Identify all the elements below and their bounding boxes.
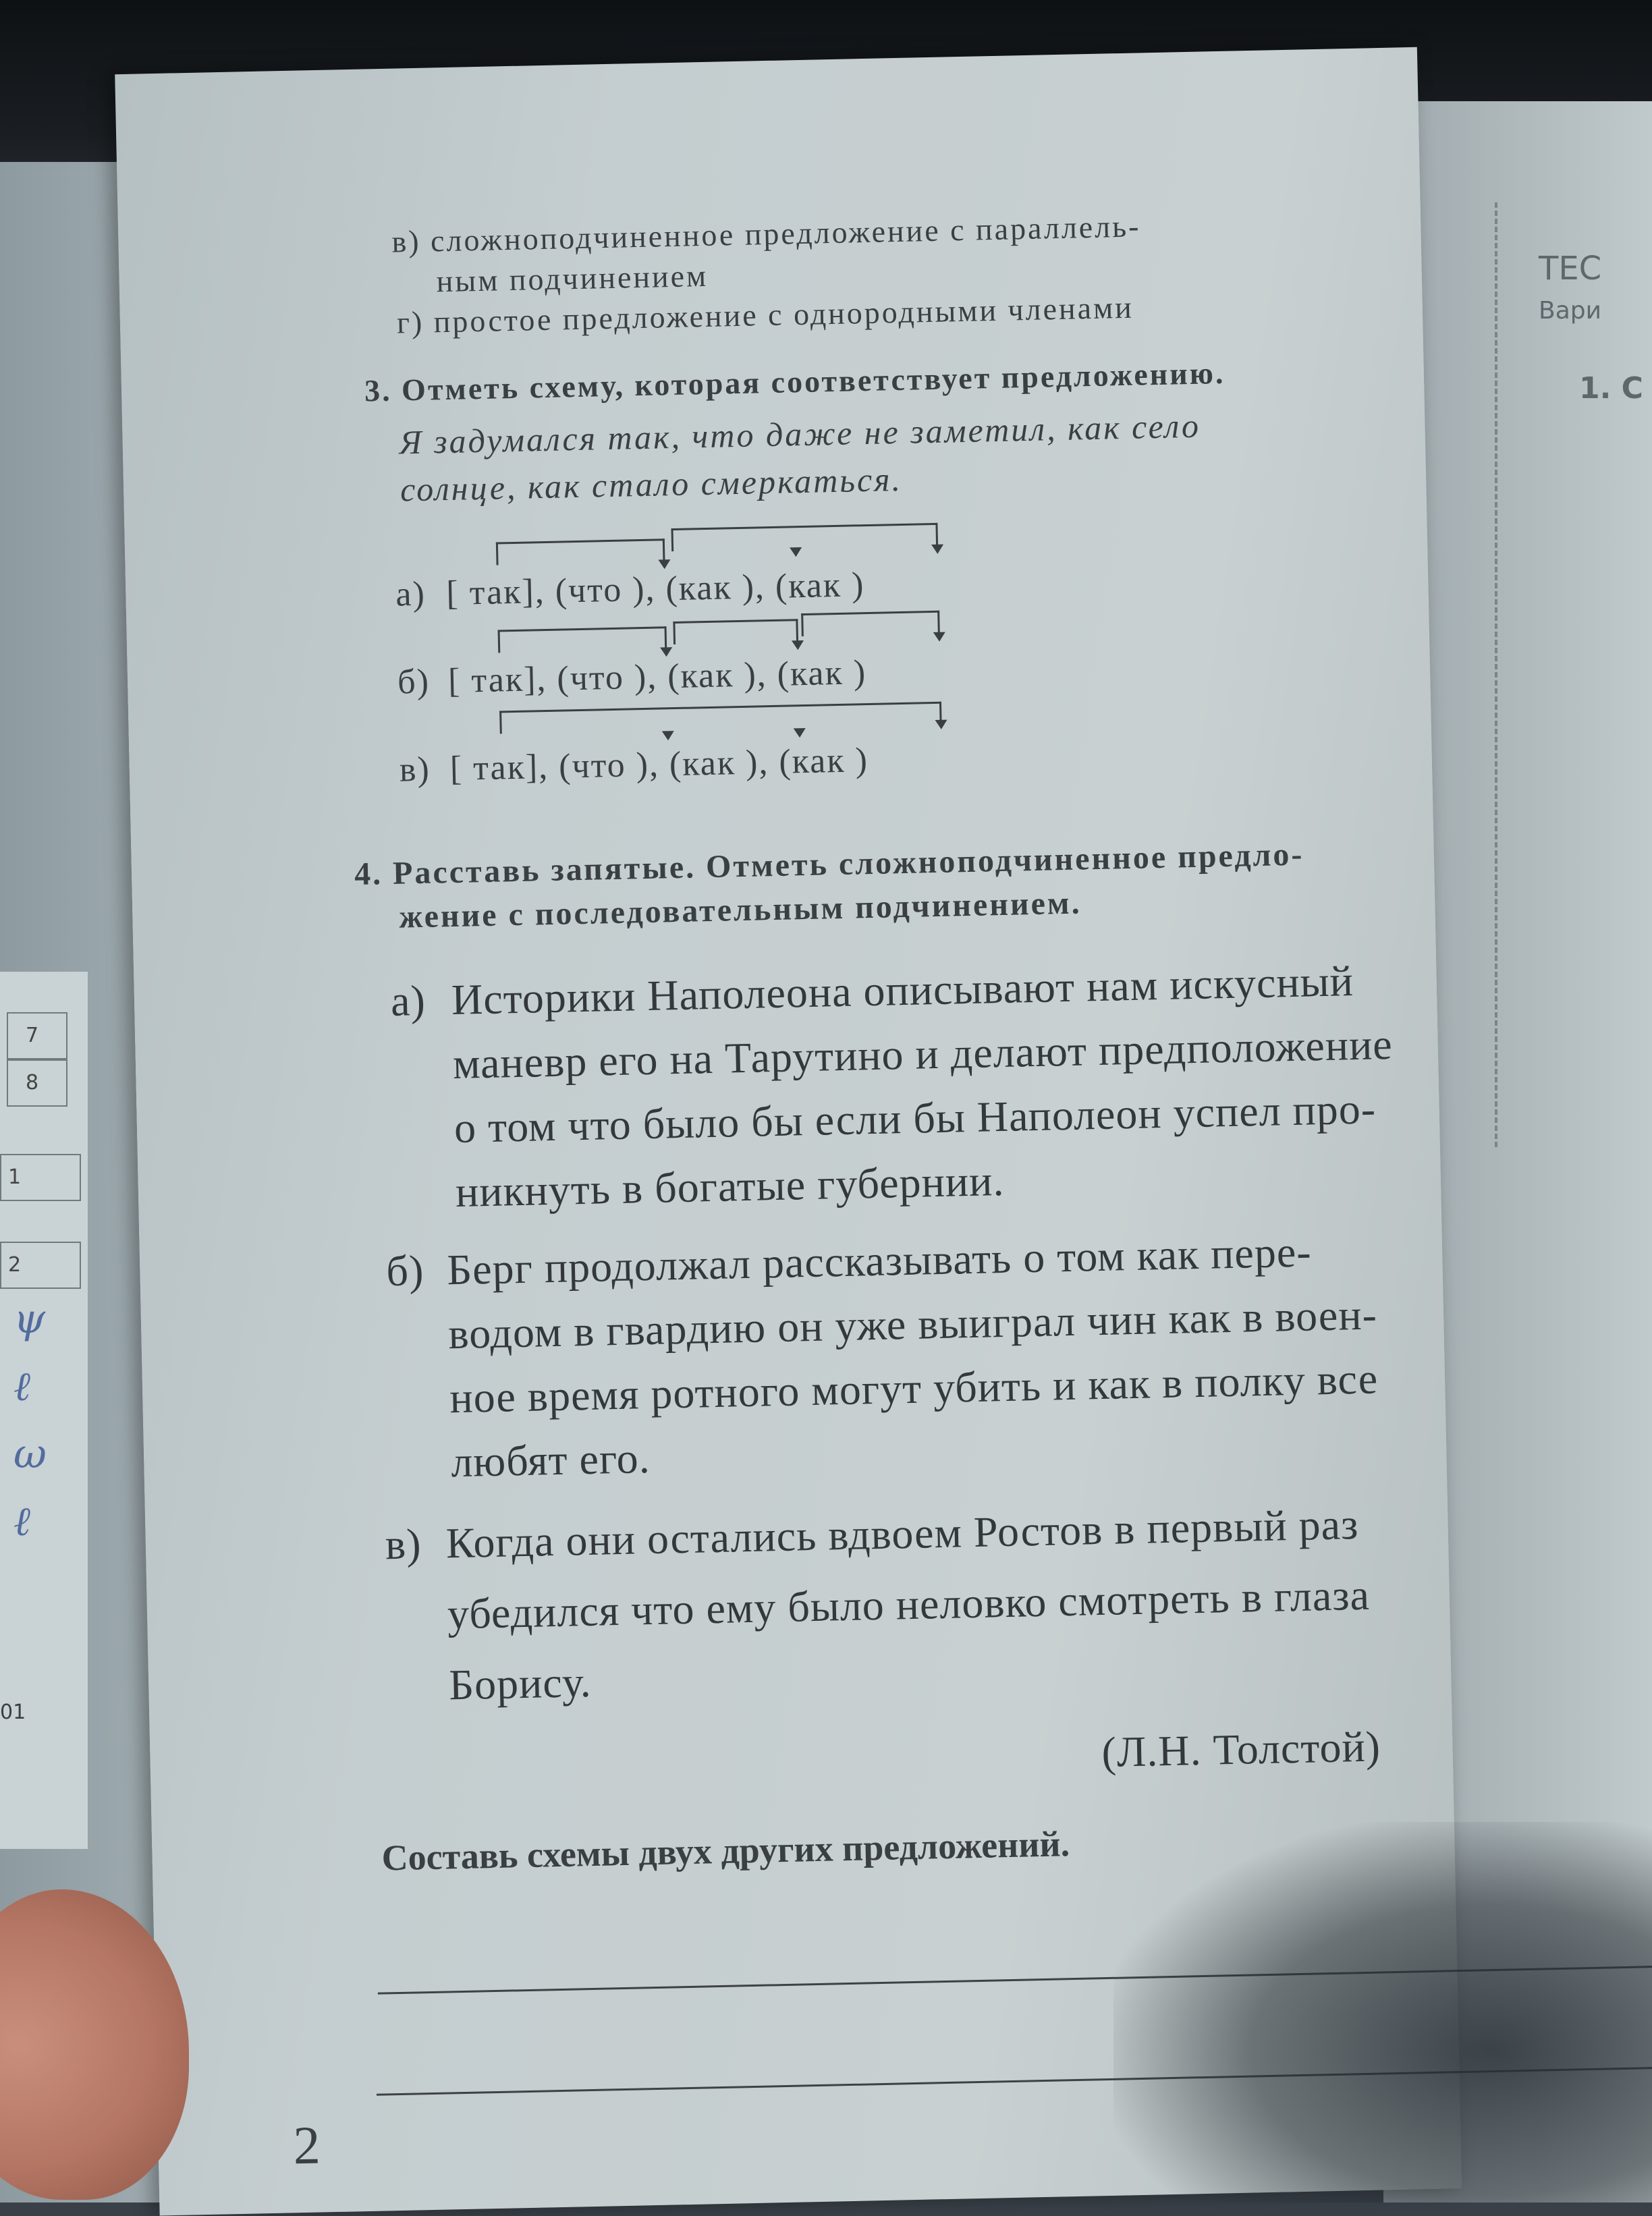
scheme-arrow: [673, 619, 798, 644]
arrow-head: [658, 559, 670, 569]
task4-heading-line1: 4. Расставь запятые. Отметь сложноподчиненное предло-: [354, 836, 1304, 893]
task4-v-line: Когда они остались вдвоем Ростов в первый раз: [445, 1500, 1359, 1568]
arrow-head: [790, 547, 802, 557]
task4-b-line: ное время ротного могут убить и как в полку все: [449, 1354, 1379, 1422]
task4-b-line: любят его.: [450, 1434, 651, 1487]
grid-cell: 1: [0, 1154, 81, 1201]
left-notebook-sheet: [0, 972, 89, 1849]
author-attribution: (Л.Н. Толстой): [1101, 1722, 1381, 1777]
right-page-item: 1. С: [1579, 371, 1643, 406]
task4-b-label: б): [385, 1246, 425, 1296]
grid-cell: 2: [0, 1242, 81, 1289]
task4-a-line: Историки Наполеона описывают нам искусный: [451, 957, 1354, 1024]
task4-b-line: водом в гвардию он уже выиграл чин как в воен-: [447, 1290, 1378, 1358]
handwriting-scribble: ℓ: [13, 1363, 30, 1410]
arrow-head: [792, 640, 804, 650]
grid-cell: 7: [7, 1012, 67, 1059]
arrow-head: [794, 728, 806, 738]
task4-a-label: а): [390, 976, 426, 1025]
task-schemes-instruction: Составь схемы двух других предложений.: [381, 1823, 1070, 1879]
sheet-mark: 01: [0, 1700, 26, 1724]
handwriting-scribble: ω: [13, 1431, 47, 1478]
arrow-head: [660, 647, 672, 657]
shadow: [1113, 1822, 1652, 2203]
task4-v-line: Борису.: [448, 1657, 593, 1709]
prev-option-v-cont: ным подчинением: [436, 258, 709, 299]
task4-b-line: Берг продолжал рассказывать о том как пере-: [446, 1227, 1313, 1294]
scheme-arrow: [801, 611, 940, 636]
handwriting-scribble: ℓ: [13, 1498, 30, 1545]
arrow-head: [933, 632, 945, 642]
scheme-arrow: [499, 702, 942, 734]
task4-a-line: маневр его на Тарутино и делают предположение: [452, 1020, 1394, 1088]
scheme-b-label: б): [397, 662, 431, 702]
arrow-head: [935, 720, 947, 729]
scheme-v-label: в): [399, 750, 431, 790]
scheme-b: [ так], (что ), (как ), (как ): [447, 653, 867, 701]
task4-a-line: о том что было бы если бы Наполеон успел про-: [453, 1084, 1377, 1153]
grid-cell: 8: [7, 1059, 67, 1107]
prev-option-g: г) простое предложение с однородными членами: [396, 289, 1134, 340]
arrow-head: [662, 731, 674, 740]
scheme-arrow: [496, 538, 665, 565]
right-page-header: TEC: [1539, 250, 1602, 287]
scheme-arrow: [671, 523, 938, 551]
task3-sentence-line1: Я задумался так, что даже не заметил, как село: [399, 406, 1201, 462]
dashed-margin-line: [1495, 202, 1497, 1147]
task4-v-line: убедился что ему было неловко смотреть в глаза: [447, 1570, 1371, 1638]
page-number: 2: [292, 2115, 321, 2176]
scheme-a-label: а): [395, 574, 426, 614]
arrow-head: [931, 545, 943, 554]
right-page-sub: Вари: [1539, 297, 1602, 325]
prev-option-v: в) сложноподчиненное предложение с параллель-: [391, 209, 1141, 259]
task3-sentence-line2: солнце, как стало смеркаться.: [400, 460, 903, 509]
task3-heading: 3. Отметь схему, которая соответствует предложению.: [364, 355, 1226, 408]
task4-a-line: никнуть в богатые губернии.: [455, 1156, 1006, 1216]
task4-v-label: в): [385, 1520, 422, 1569]
task4-heading-line2: жение с последовательным подчинением.: [398, 885, 1082, 935]
scheme-v: [ так], (что ), (как ), (как ): [449, 741, 869, 789]
scheme-a: [ так], (что ), (как ), (как ): [445, 565, 865, 613]
handwriting-scribble: ψ: [13, 1296, 46, 1343]
scheme-arrow: [498, 626, 667, 653]
